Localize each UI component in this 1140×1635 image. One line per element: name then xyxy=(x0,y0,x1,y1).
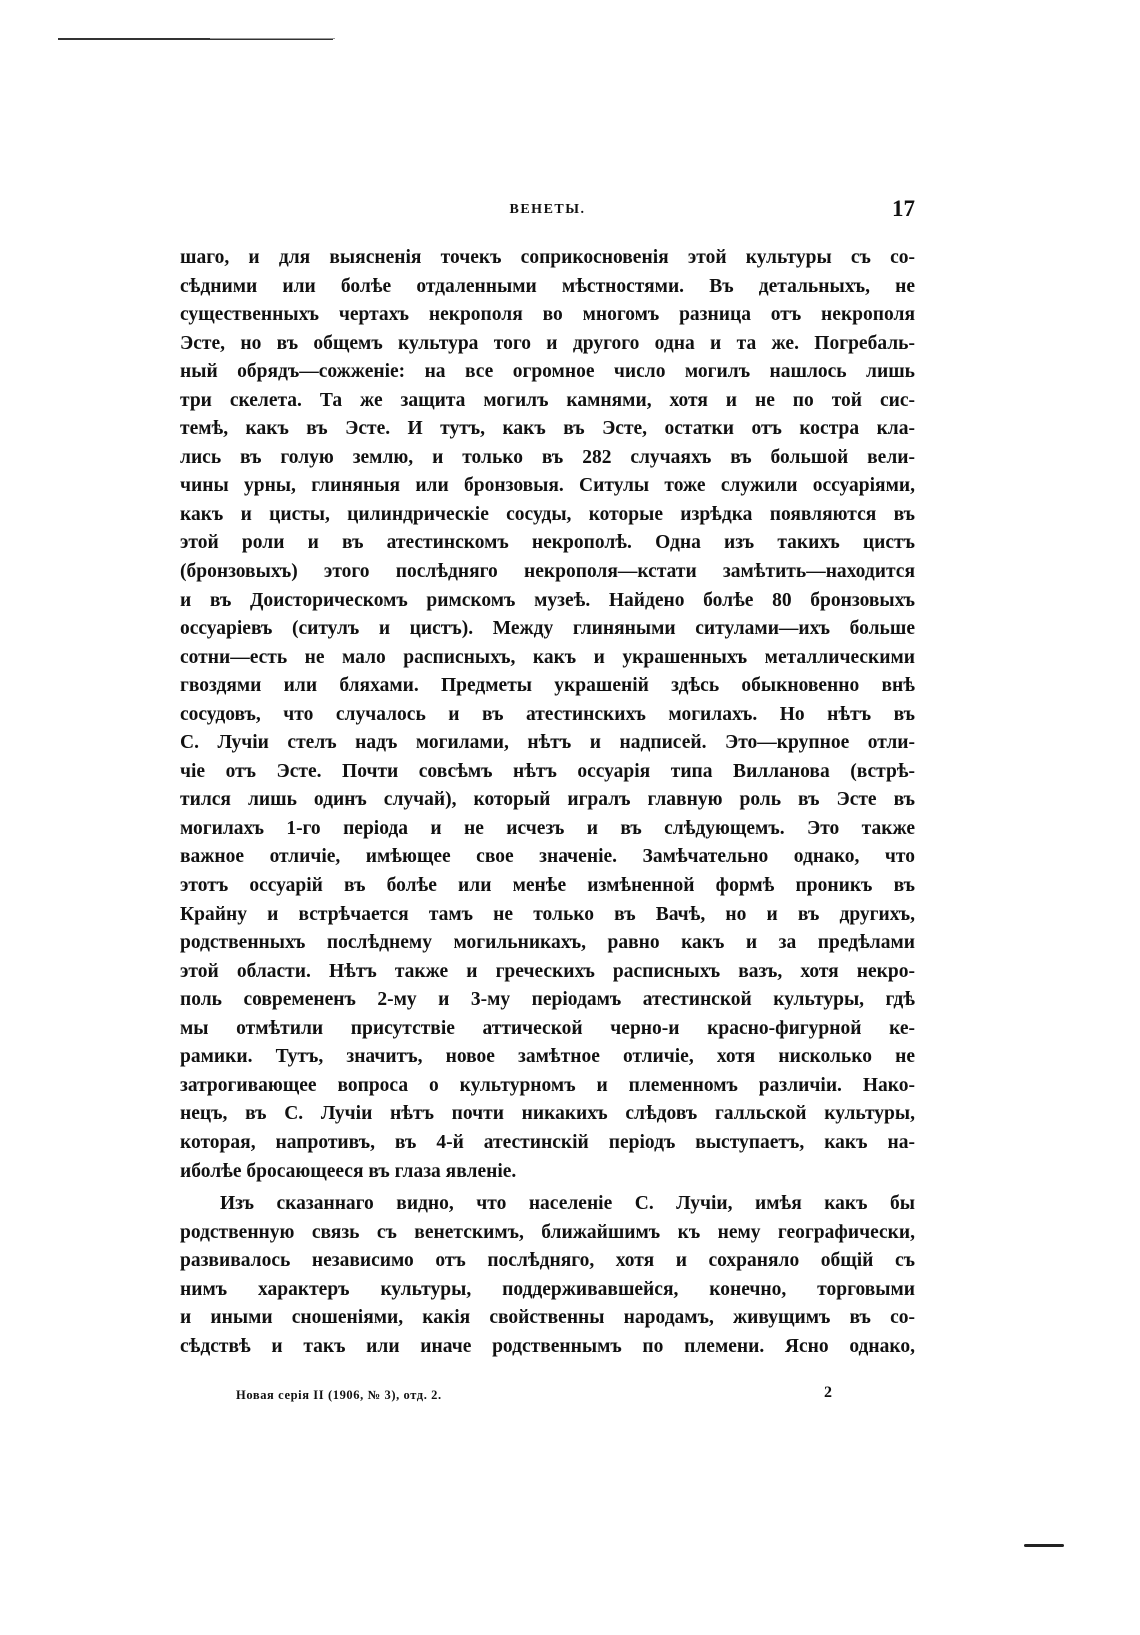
text-line: ный обрядъ—сожженіе: на все огромное число могилъ нашлось лишь xyxy=(180,361,915,383)
body-text xyxy=(180,244,915,1361)
text-line: родственныхъ послѣднему могильникахъ, равно какъ и за предѣлами xyxy=(180,932,915,954)
signature-number: 2 xyxy=(824,1384,832,1401)
text-line: С. Лучіи стелъ надъ могилами, нѣтъ и надписей. Это—крупное отли- xyxy=(180,732,915,754)
text-line: Крайну и встрѣчается тамъ не только въ Вачѣ, но и въ другихъ, xyxy=(180,903,915,925)
text-line: иболѣе бросающееся въ глаза явленіе. xyxy=(180,1160,517,1182)
text-line: три скелета. Та же защита могилъ камнями, хотя и не по той сис- xyxy=(180,389,915,411)
top-rule-faint xyxy=(210,38,335,39)
signature-note: Новая серія II (1906, № 3), отд. 2. xyxy=(236,1388,442,1402)
text-line: рамики. Тутъ, значитъ, новое замѣтное отличіе, хотя нисколько не xyxy=(180,1046,915,1068)
text-line: тился лишь одинъ случай), который игралъ главную роль въ Эсте въ xyxy=(180,789,915,811)
text-line: важное отличіе, имѣющее свое значеніе. Замѣчательно однако, что xyxy=(180,846,915,868)
text-line: гвоздями или бляхами. Предметы украшеній здѣсь обыкновенно внѣ xyxy=(180,675,915,697)
text-line: чины урны, глиняныя или бронзовыя. Ситулы тоже служили оссуаріями, xyxy=(180,475,915,497)
running-title: ВЕНЕТЫ. xyxy=(509,202,586,217)
text-line: родственную связь съ венетскимъ, ближайшимъ къ нему географически, xyxy=(180,1221,915,1243)
text-line: нимъ характеръ культуры, поддерживавшейся, конечно, торговыми xyxy=(180,1278,915,1300)
text-line: сосудовъ, что случалось и въ атестинскихъ могилахъ. Но нѣтъ въ xyxy=(180,703,915,725)
scan-edge-mark xyxy=(1024,1544,1064,1547)
text-line: темѣ, какъ въ Эсте. И тутъ, какъ въ Эсте, остатки отъ костра кла- xyxy=(180,418,915,440)
text-line: нецъ, въ С. Лучіи нѣтъ почти никакихъ слѣдовъ галльской культуры, xyxy=(180,1103,915,1125)
text-line: сотни—есть не мало расписныхъ, какъ и украшенныхъ металлическими xyxy=(180,646,915,668)
page-number: 17 xyxy=(892,196,915,221)
text-line: Эсте, но въ общемъ культура того и другого одна и та же. Погребаль- xyxy=(180,332,915,354)
text-line: и иными сношеніями, какія свойственны народамъ, живущимъ въ со- xyxy=(180,1307,915,1329)
text-line: которая, напротивъ, въ 4-й атестинскій періодъ выступаетъ, какъ на- xyxy=(180,1131,915,1153)
text-line: Изъ сказаннаго видно, что населеніе С. Лучіи, имѣя какъ бы xyxy=(220,1193,915,1215)
paragraph-2 xyxy=(180,1190,915,1361)
text-line: этотъ оссуарій въ болѣе или менѣе измѣненной формѣ проникъ въ xyxy=(180,875,915,897)
text-line: могилахъ 1-го періода и не исчезъ и въ слѣдующемъ. Это также xyxy=(180,817,915,839)
text-line: оссуаріевъ (ситулъ и цистъ). Между глиняными ситулами—ихъ больше xyxy=(180,618,915,640)
text-line: лись въ голую землю, и только въ 282 случаяхъ въ большой вели- xyxy=(180,446,915,468)
text-line: этой роли и въ атестинскомъ некрополѣ. Одна изъ такихъ цистъ xyxy=(180,532,915,554)
text-line: какъ и цисты, цилиндрическіе сосуды, которые изрѣдка появляются въ xyxy=(180,503,915,525)
text-line: мы отмѣтили присутствіе аттической черно-и красно-фигурной ке- xyxy=(180,1017,915,1039)
text-line: сѣдними или болѣе отдаленными мѣстностями. Въ детальныхъ, не xyxy=(180,275,915,297)
text-line: (бронзовыхъ) этого послѣдняго некрополя—кстати замѣтить—находится xyxy=(180,561,915,583)
text-line: шаго, и для выясненія точекъ соприкосновенія этой культуры съ со- xyxy=(180,247,915,268)
text-line: и въ Доисторическомъ римскомъ музеѣ. Найдено болѣе 80 бронзовыхъ xyxy=(180,589,915,611)
paragraph-1 xyxy=(180,244,915,1186)
text-line: затрогивающее вопроса о культурномъ и племенномъ различіи. Нако- xyxy=(180,1074,915,1096)
page-header xyxy=(180,196,915,226)
text-line: чіе отъ Эсте. Почти совсѣмъ нѣтъ оссуарія типа Вилланова (встрѣ- xyxy=(180,760,915,782)
text-line: развивалось независимо отъ послѣдняго, хотя и сохраняло общій съ xyxy=(180,1250,915,1272)
text-line: этой области. Нѣтъ также и греческихъ расписныхъ вазъ, хотя некро- xyxy=(180,960,915,982)
page-footer xyxy=(236,1384,866,1410)
text-line: сѣдствѣ и такъ или иначе родственнымъ по племени. Ясно однако, xyxy=(180,1335,915,1357)
text-line: поль современенъ 2-му и 3-му періодамъ атестинской культуры, гдѣ xyxy=(180,989,915,1011)
text-line: существенныхъ чертахъ некрополя во многомъ разница отъ некрополя xyxy=(180,304,915,326)
